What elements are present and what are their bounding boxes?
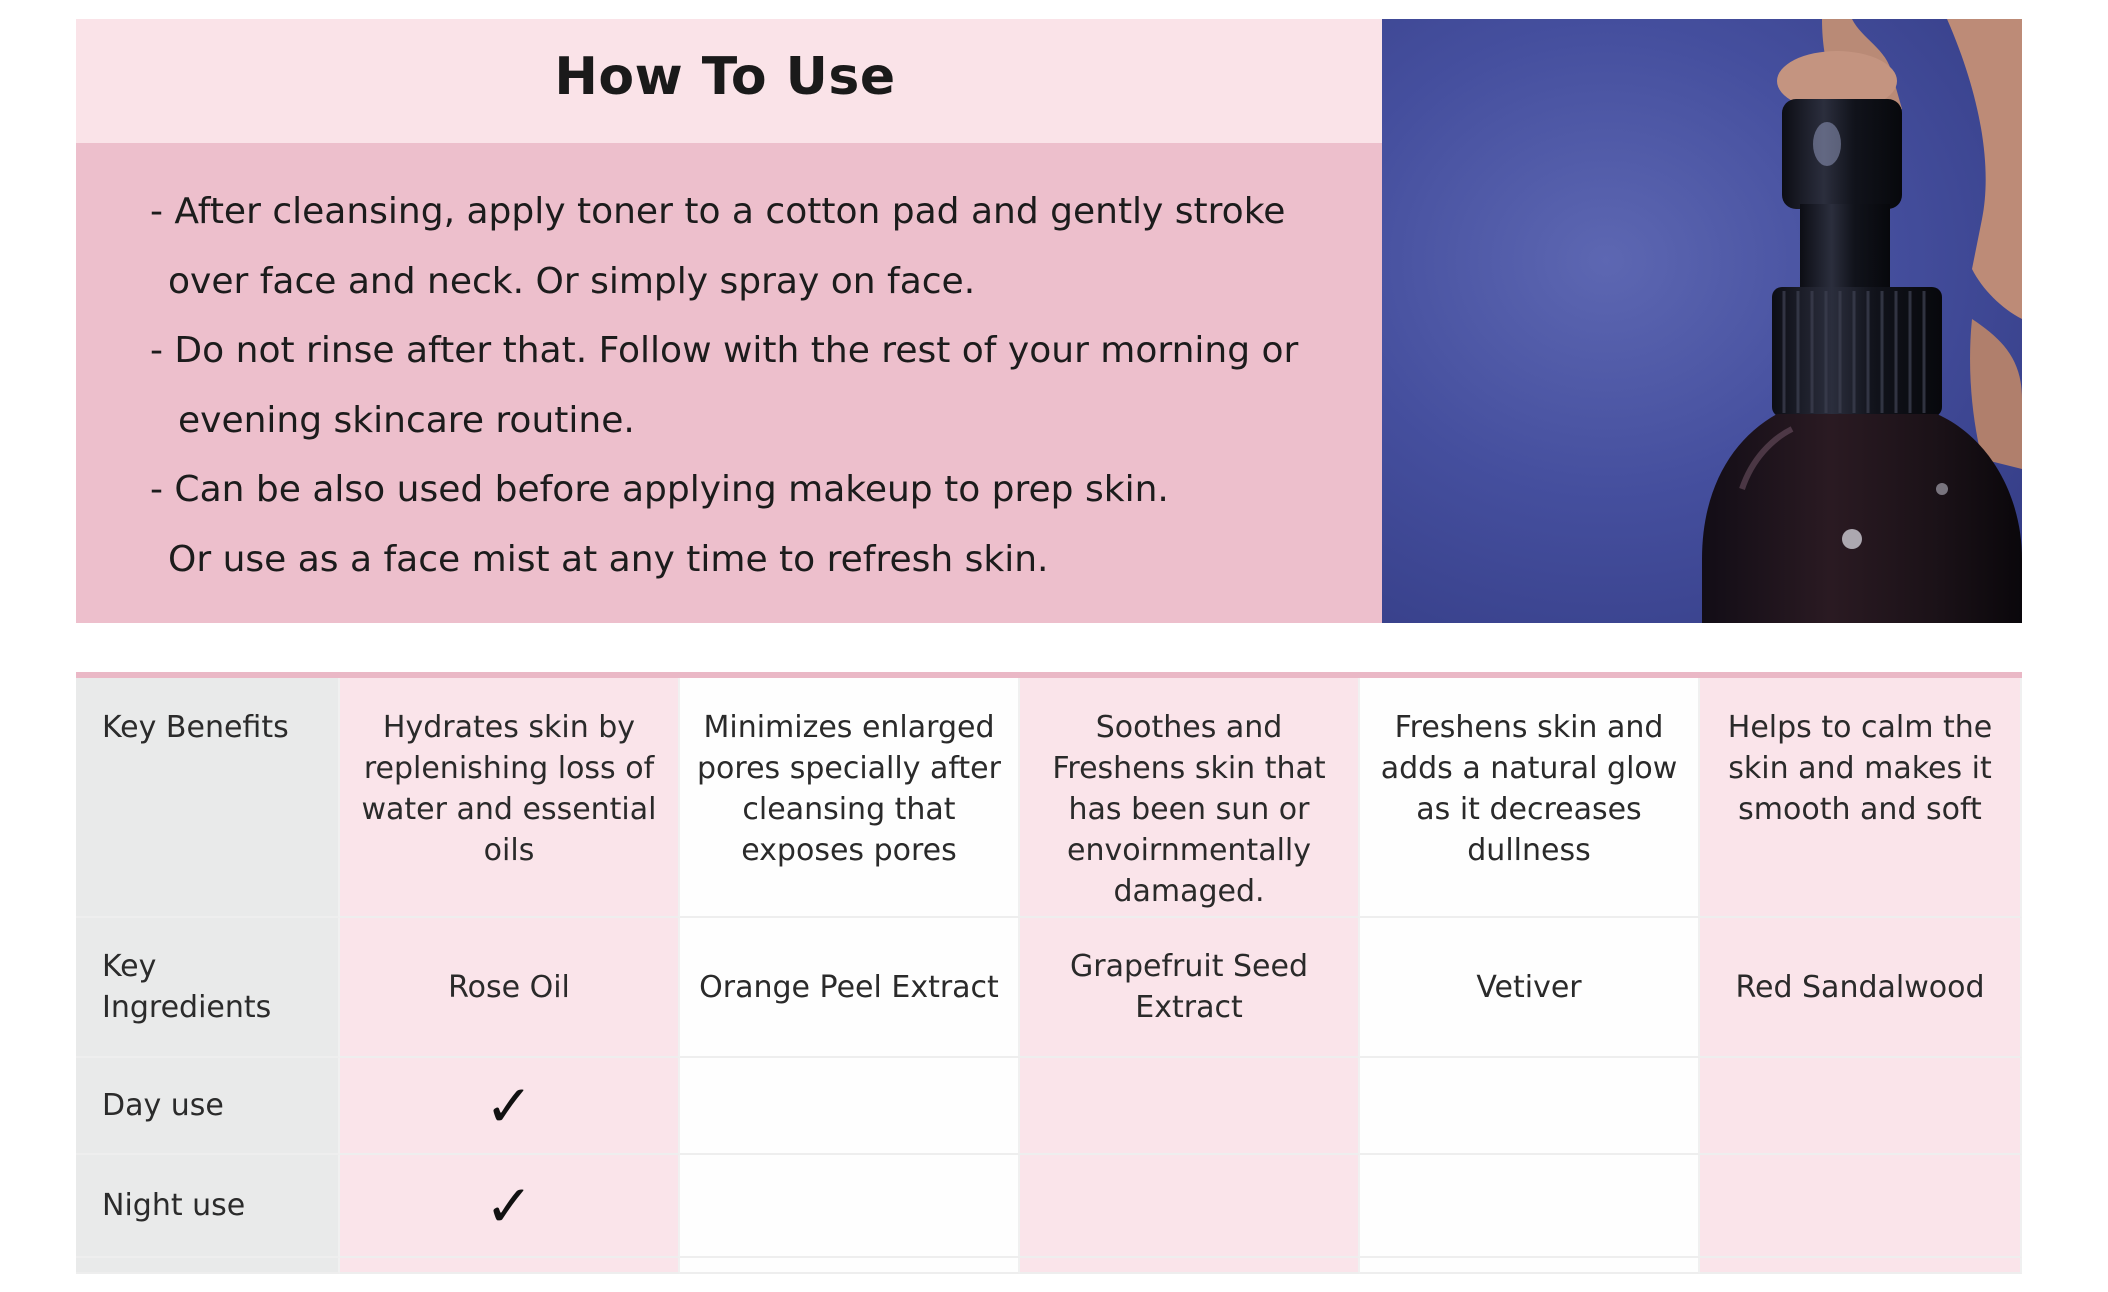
benefit-cell: Freshens skin and adds a natural glow as it decreases dullness xyxy=(1360,678,1700,918)
night-use-cell xyxy=(680,1155,1020,1258)
instruction-line: evening skincare routine. xyxy=(178,399,635,441)
how-to-use-panel xyxy=(76,19,1382,623)
instruction-line: over face and neck. Or simply spray on face. xyxy=(168,260,976,302)
instruction-line: - After cleansing, apply toner to a cotton pad and gently stroke xyxy=(150,191,1286,232)
day-use-cell xyxy=(1020,1058,1360,1155)
benefit-cell: Soothes and Freshens skin that has been sun or envoirnmentally damaged. xyxy=(1020,678,1360,918)
benefit-cell: Hydrates skin by replenishing loss of water and essential oils xyxy=(340,678,680,918)
night-use-cell xyxy=(1020,1155,1360,1258)
how-to-use-instructions xyxy=(76,143,1382,623)
checkmark-icon: ✓ xyxy=(484,1071,534,1140)
partial-row-cell xyxy=(1360,1258,1700,1274)
ingredients-table xyxy=(76,672,2022,1274)
day-use-cell xyxy=(680,1058,1020,1155)
partial-row-cell xyxy=(340,1258,680,1274)
row-label-day-use: Day use xyxy=(76,1058,340,1155)
partial-row-cell xyxy=(76,1258,340,1274)
night-use-cell xyxy=(1700,1155,2022,1258)
day-use-cell xyxy=(340,1058,680,1155)
row-label-key-benefits: Key Benefits xyxy=(76,678,340,918)
row-label-key-ingredients: Key Ingredients xyxy=(76,918,340,1058)
instruction-line: - Do not rinse after that. Follow with the rest of your morning or xyxy=(150,330,1299,371)
partial-row-cell xyxy=(680,1258,1020,1274)
ingredient-cell: Rose Oil xyxy=(340,918,680,1058)
checkmark-icon: ✓ xyxy=(484,1171,534,1240)
partial-row-cell xyxy=(1020,1258,1360,1274)
day-use-cell xyxy=(1700,1058,2022,1155)
partial-row-cell xyxy=(1700,1258,2022,1274)
instruction-line: - Can be also used before applying makeup to prep skin. xyxy=(150,469,1169,510)
row-label-night-use: Night use xyxy=(76,1155,340,1258)
benefit-cell: Helps to calm the skin and makes it smooth and soft xyxy=(1700,678,2022,918)
night-use-cell xyxy=(1360,1155,1700,1258)
ingredient-cell: Grapefruit Seed Extract xyxy=(1020,918,1360,1058)
spray-bottle-photo xyxy=(1382,19,2022,623)
night-use-cell xyxy=(340,1155,680,1258)
how-to-use-title: How To Use xyxy=(554,47,896,107)
instruction-line: Or use as a face mist at any time to refresh skin. xyxy=(168,538,1049,580)
ingredient-cell: Vetiver xyxy=(1360,918,1700,1058)
benefit-cell: Minimizes enlarged pores specially after cleansing that exposes pores xyxy=(680,678,1020,918)
how-to-use-header xyxy=(76,19,1382,143)
day-use-cell xyxy=(1360,1058,1700,1155)
spray-bottle-illustration xyxy=(1382,19,2022,623)
ingredient-cell: Orange Peel Extract xyxy=(680,918,1020,1058)
ingredient-cell: Red Sandalwood xyxy=(1700,918,2022,1058)
